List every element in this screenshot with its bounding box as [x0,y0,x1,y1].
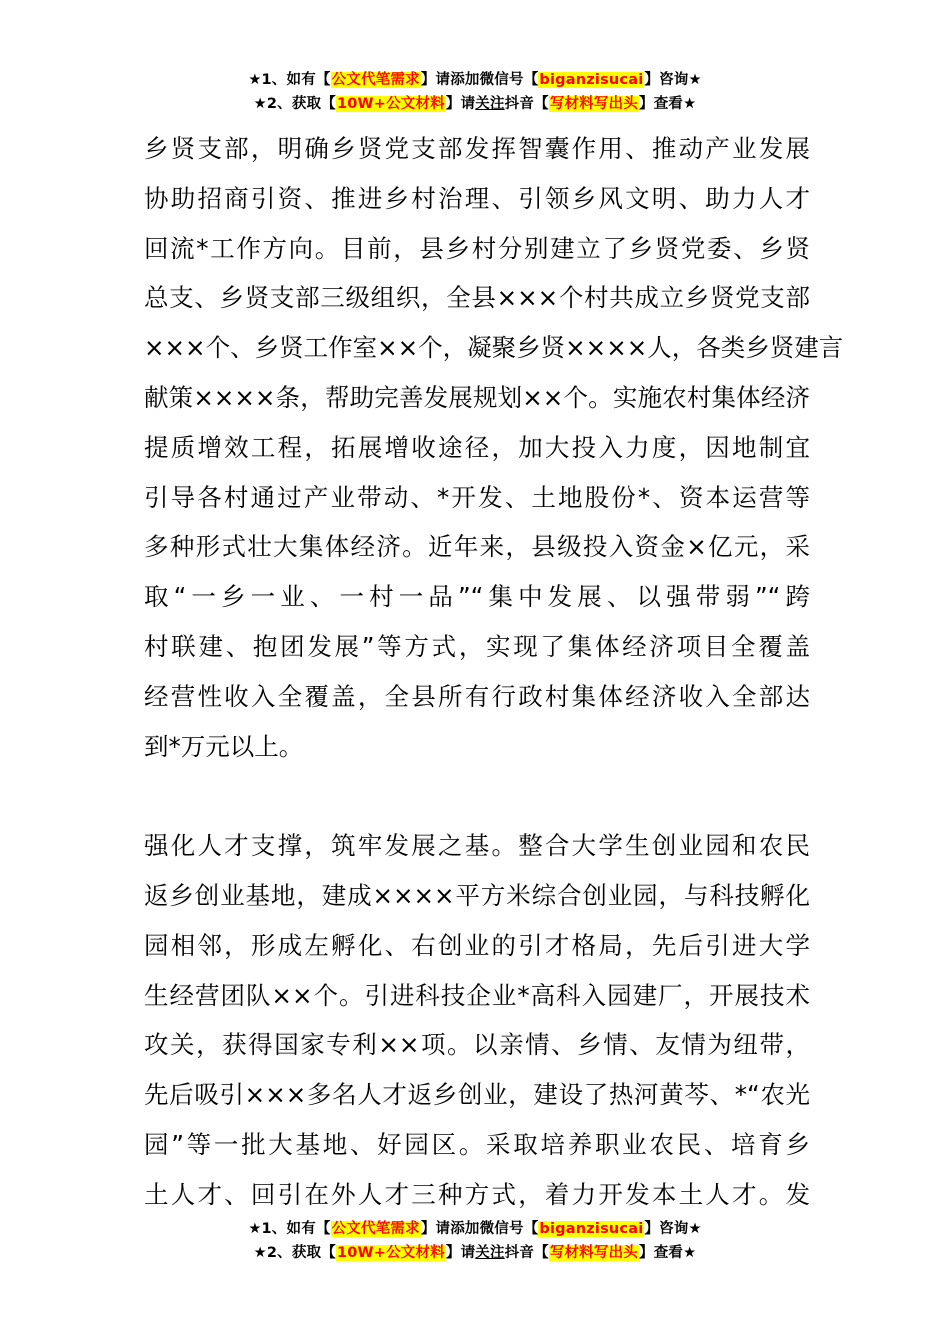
highlight-materials: 10W+公文材料 [336,96,445,112]
header-banner-line-1 [0,68,950,92]
paragraph-line: 先后吸引×××多名人才返乡创业，建设了热河黄芩、*“农光 [144,1080,810,1110]
paragraph-line: 取“一乡一业、一村一品”“集中发展、以强带弱”“跨 [144,582,810,612]
paragraph-line: 回流*工作方向。目前，县乡村分别建立了乡贤党委、乡贤 [144,233,810,263]
paragraph-line: 到*万元以上。 [144,731,304,761]
highlight-materials: 10W+公文材料 [336,1245,445,1261]
banner-text: ★2、获取【 [253,96,336,112]
highlight-wechat-id: biganzisucai [539,1221,644,1237]
paragraph-line: ×××个、乡贤工作室××个，凝聚乡贤××××人，各类乡贤建言 [144,333,844,363]
footer-banner-line-1 [0,1217,950,1241]
banner-text: 抖音【 [504,1245,549,1261]
paragraph-line: 生经营团队××个。引进科技企业*高科入园建厂，开展技术 [144,980,810,1010]
banner-text: ★1、如有【 [248,72,331,88]
banner-text: 】查看★ [639,96,697,112]
paragraph-line: 协助招商引资、推进乡村治理、引领乡风文明、助力人才 [144,183,810,213]
banner-text: 】请添加微信号【 [420,1221,539,1237]
footer-banner-line-2 [0,1241,950,1265]
banner-text: 抖音【 [504,96,549,112]
banner-text: ★2、获取【 [253,1245,336,1261]
header-banner [0,68,950,116]
highlight-ghostwriting: 公文代笔需求 [331,1221,420,1237]
paragraph-line: 土人才、回引在外人才三种方式，着力开发本土人才。发 [144,1179,810,1209]
paragraph-line: 经营性收入全覆盖，全县所有行政村集体经济收入全部达 [144,681,810,711]
paragraph-line: 提质增效工程，拓展增收途径，加大投入力度，因地制宜 [144,432,810,462]
paragraph-line: 总支、乡贤支部三级组织，全县×××个村共成立乡贤党支部 [144,283,810,313]
banner-text: 】查看★ [639,1245,697,1261]
paragraph-line: 返乡创业基地，建成××××平方米综合创业园，与科技孵化 [144,880,810,910]
paragraph-line: 园相邻，形成左孵化、右创业的引才格局，先后引进大学 [144,930,810,960]
paragraph-1 [144,124,844,771]
paragraph-line: 攻关，获得国家专利××项。以亲情、乡情、友情为纽带， [144,1030,810,1060]
paragraph-line: 献策××××条，帮助完善发展规划××个。实施农村集体经济 [144,382,810,412]
highlight-wechat-id: biganzisucai [539,72,644,88]
banner-text: 】咨询★ [644,1221,702,1237]
banner-underlined-text: 关注 [475,96,505,112]
highlight-douyin-account: 写材料写出头 [549,1245,639,1261]
document-body [144,124,844,1220]
paragraph-line: 园”等一批大基地、好园区。采取培养职业农民、培育乡 [144,1129,810,1159]
banner-text: 】请 [445,96,476,112]
footer-banner [0,1217,950,1265]
paragraph-line: 多种形式壮大集体经济。近年来，县级投入资金×亿元，采 [144,532,810,562]
highlight-douyin-account: 写材料写出头 [549,96,639,112]
banner-text: 】请 [445,1245,476,1261]
banner-underlined-text: 关注 [475,1245,505,1261]
paragraph-line: 引导各村通过产业带动、*开发、土地股份*、资本运营等 [144,482,810,512]
paragraph-line: 乡贤支部，明确乡贤党支部发挥智囊作用、推动产业发展 [144,134,810,163]
paragraph-line: 强化人才支撑，筑牢发展之基。整合大学生创业园和农民 [144,831,810,861]
header-banner-line-2 [0,92,950,116]
paragraph-line: 村联建、抱团发展”等方式，实现了集体经济项目全覆盖 [144,631,810,661]
banner-text: 】请添加微信号【 [420,72,539,88]
paragraph-2 [144,821,810,1219]
highlight-ghostwriting: 公文代笔需求 [331,72,420,88]
banner-text: 】咨询★ [644,72,702,88]
banner-text: ★1、如有【 [248,1221,331,1237]
